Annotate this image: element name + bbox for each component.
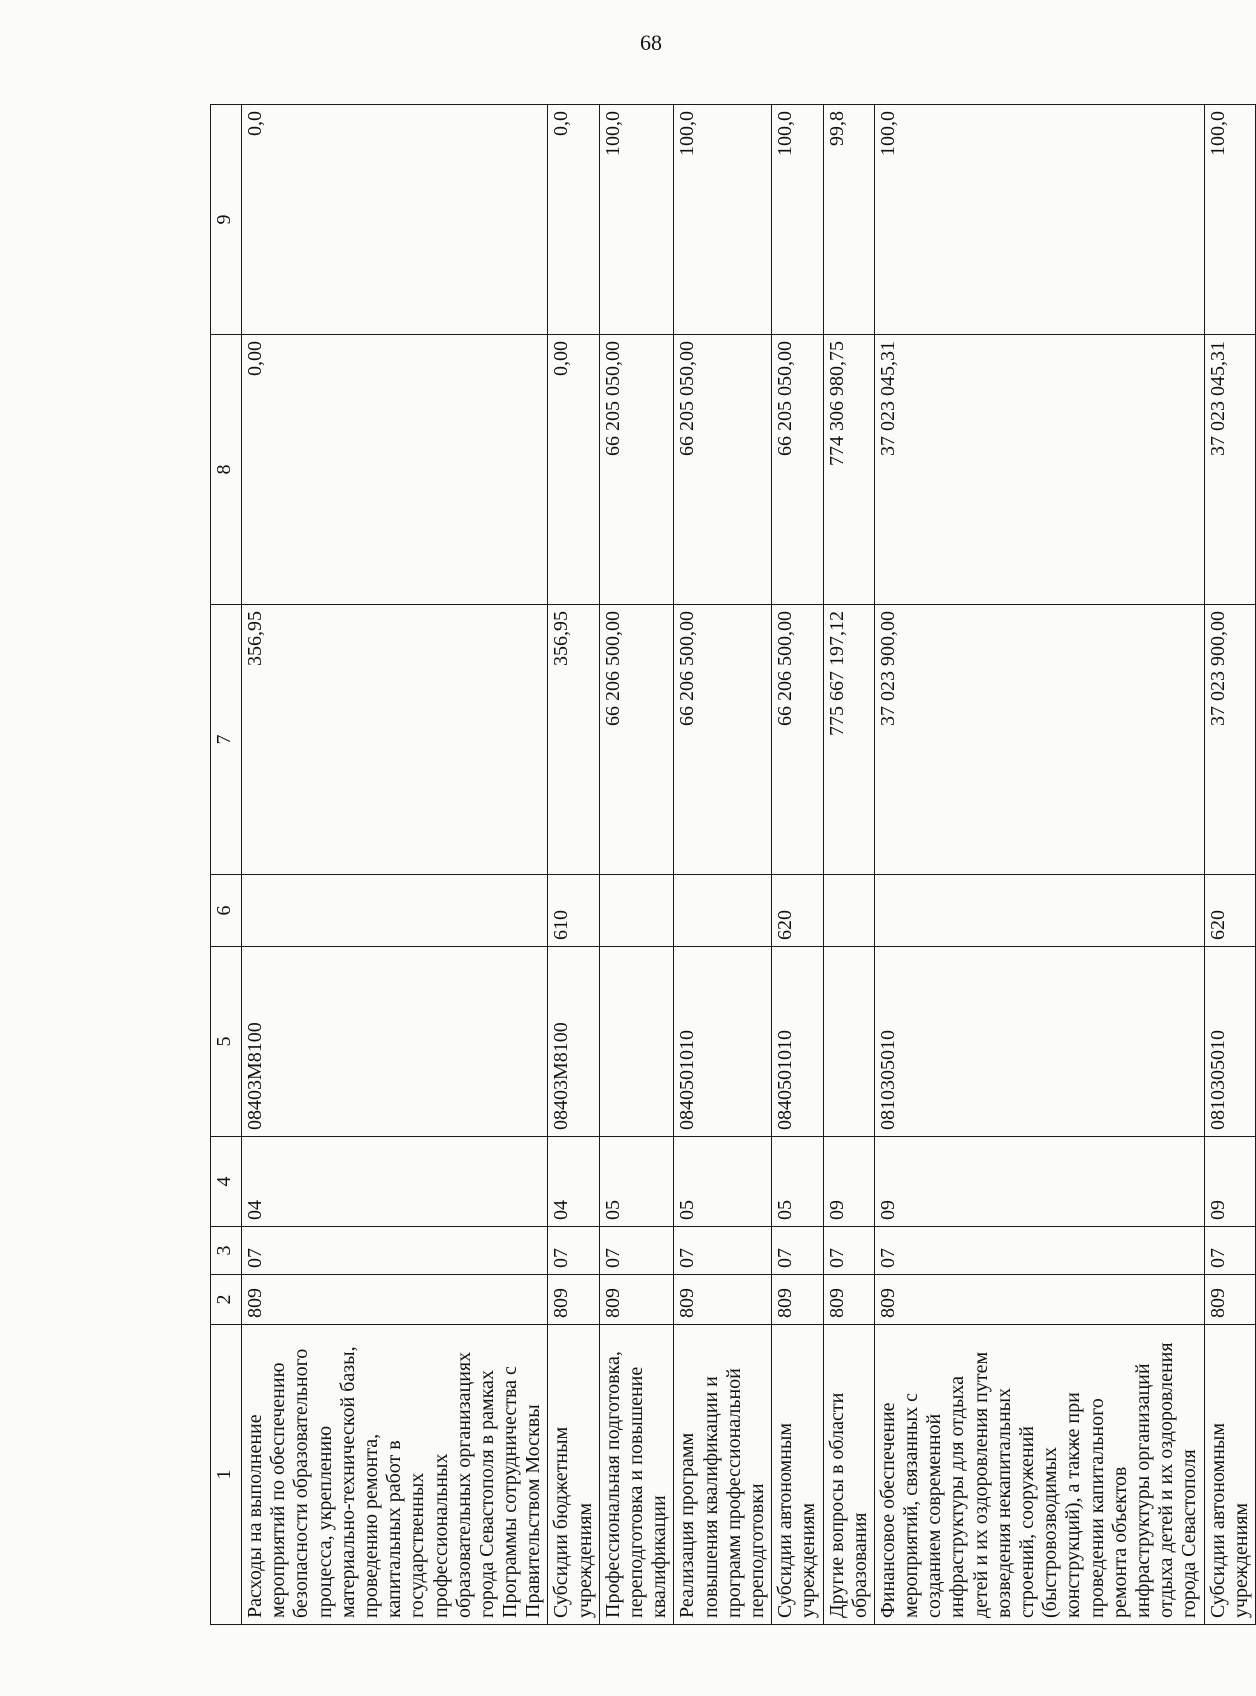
cell-name: Финансовое обеспечение мероприятий, связанных с созданием современной инфраструктуры для отдыха детей и их оздоровления путем возведения некапитальных строений, сооружений (быстровозводимых конструкций), а также при проведении капитального ремонта объектов инфраструктуры организаций отдыха детей и их оздоровления города Севастополя bbox=[874, 1325, 1204, 1625]
table-row bbox=[674, 105, 772, 1625]
table-container bbox=[210, 105, 1252, 1625]
cell-plan: 66 206 500,00 bbox=[674, 605, 772, 875]
cell-target bbox=[823, 947, 874, 1137]
cell-name: Субсидии автономным учреждениям bbox=[1204, 1325, 1255, 1625]
cell-type bbox=[674, 875, 772, 947]
cell-percent: 0,0 bbox=[548, 105, 599, 335]
cell-dept: 809 bbox=[242, 1275, 548, 1325]
cell-plan: 775 667 197,12 bbox=[823, 605, 874, 875]
cell-name: Реализация программ повышения квалификации и программ профессиональной переподготовки bbox=[674, 1325, 772, 1625]
budget-table bbox=[210, 104, 1256, 1625]
cell-subsection: 05 bbox=[772, 1137, 823, 1227]
header-col-6: 6 bbox=[211, 875, 242, 947]
cell-section: 07 bbox=[1204, 1227, 1255, 1275]
cell-section: 07 bbox=[772, 1227, 823, 1275]
cell-dept: 809 bbox=[1204, 1275, 1255, 1325]
cell-type bbox=[242, 875, 548, 947]
cell-actual: 774 306 980,75 bbox=[823, 335, 874, 605]
cell-section: 07 bbox=[599, 1227, 674, 1275]
cell-subsection: 09 bbox=[874, 1137, 1204, 1227]
table-row bbox=[874, 105, 1204, 1625]
header-col-4: 4 bbox=[211, 1137, 242, 1227]
cell-subsection: 05 bbox=[674, 1137, 772, 1227]
cell-dept: 809 bbox=[772, 1275, 823, 1325]
cell-target: 0840501010 bbox=[772, 947, 823, 1137]
cell-dept: 809 bbox=[823, 1275, 874, 1325]
cell-percent: 99,8 bbox=[823, 105, 874, 335]
cell-section: 07 bbox=[548, 1227, 599, 1275]
cell-plan: 37 023 900,00 bbox=[874, 605, 1204, 875]
header-col-3: 3 bbox=[211, 1227, 242, 1275]
cell-type bbox=[874, 875, 1204, 947]
header-col-8: 8 bbox=[211, 335, 242, 605]
cell-target: 0840501010 bbox=[674, 947, 772, 1137]
header-col-2: 2 bbox=[211, 1275, 242, 1325]
cell-section: 07 bbox=[823, 1227, 874, 1275]
cell-plan: 356,95 bbox=[548, 605, 599, 875]
cell-subsection: 04 bbox=[548, 1137, 599, 1227]
cell-actual: 37 023 045,31 bbox=[1204, 335, 1255, 605]
table-row bbox=[772, 105, 823, 1625]
cell-name: Другие вопросы в области образования bbox=[823, 1325, 874, 1625]
cell-actual: 66 205 050,00 bbox=[674, 335, 772, 605]
cell-actual: 66 205 050,00 bbox=[599, 335, 674, 605]
cell-target: 08403М8100 bbox=[548, 947, 599, 1137]
header-col-9: 9 bbox=[211, 105, 242, 335]
cell-target bbox=[599, 947, 674, 1137]
cell-plan: 37 023 900,00 bbox=[1204, 605, 1255, 875]
page-number: 68 bbox=[640, 30, 662, 55]
cell-type: 620 bbox=[772, 875, 823, 947]
cell-type bbox=[823, 875, 874, 947]
cell-dept: 809 bbox=[874, 1275, 1204, 1325]
cell-percent: 0,0 bbox=[242, 105, 548, 335]
cell-name: Субсидии автономным учреждениям bbox=[772, 1325, 823, 1625]
cell-subsection: 05 bbox=[599, 1137, 674, 1227]
cell-type: 620 bbox=[1204, 875, 1255, 947]
header-col-1: 1 bbox=[211, 1325, 242, 1625]
cell-plan: 356,95 bbox=[242, 605, 548, 875]
cell-actual: 0,00 bbox=[548, 335, 599, 605]
cell-type bbox=[599, 875, 674, 947]
cell-target: 0810305010 bbox=[1204, 947, 1255, 1137]
table-row bbox=[242, 105, 548, 1625]
cell-type: 610 bbox=[548, 875, 599, 947]
header-col-5: 5 bbox=[211, 947, 242, 1137]
cell-target: 0810305010 bbox=[874, 947, 1204, 1137]
cell-subsection: 09 bbox=[823, 1137, 874, 1227]
cell-section: 07 bbox=[874, 1227, 1204, 1275]
cell-name: Профессиональная подготовка, переподготовка и повышение квалификации bbox=[599, 1325, 674, 1625]
cell-dept: 809 bbox=[674, 1275, 772, 1325]
cell-section: 07 bbox=[674, 1227, 772, 1275]
cell-name: Субсидии бюджетным учреждениям bbox=[548, 1325, 599, 1625]
cell-percent: 100,0 bbox=[1204, 105, 1255, 335]
rotated-table-frame bbox=[210, 105, 1252, 1625]
cell-percent: 100,0 bbox=[599, 105, 674, 335]
cell-actual: 66 205 050,00 bbox=[772, 335, 823, 605]
table-row bbox=[1204, 105, 1255, 1625]
cell-plan: 66 206 500,00 bbox=[599, 605, 674, 875]
cell-name: Расходы на выполнение мероприятий по обеспечению безопасности образовательного процесса, укреплению материально-технической базы, проведению ремонта, капитальных работ в государственных профессиональных образовательных организациях города Севастополя в рамках Программы сотрудничества с Правительством Москвы bbox=[242, 1325, 548, 1625]
header-col-7: 7 bbox=[211, 605, 242, 875]
cell-percent: 100,0 bbox=[772, 105, 823, 335]
cell-actual: 37 023 045,31 bbox=[874, 335, 1204, 605]
cell-percent: 100,0 bbox=[874, 105, 1204, 335]
header-row bbox=[211, 105, 242, 1625]
cell-dept: 809 bbox=[599, 1275, 674, 1325]
table-row bbox=[823, 105, 874, 1625]
cell-subsection: 04 bbox=[242, 1137, 548, 1227]
table-row bbox=[599, 105, 674, 1625]
cell-subsection: 09 bbox=[1204, 1137, 1255, 1227]
cell-plan: 66 206 500,00 bbox=[772, 605, 823, 875]
cell-section: 07 bbox=[242, 1227, 548, 1275]
table-row bbox=[548, 105, 599, 1625]
cell-dept: 809 bbox=[548, 1275, 599, 1325]
cell-percent: 100,0 bbox=[674, 105, 772, 335]
cell-actual: 0,00 bbox=[242, 335, 548, 605]
cell-target: 08403М8100 bbox=[242, 947, 548, 1137]
